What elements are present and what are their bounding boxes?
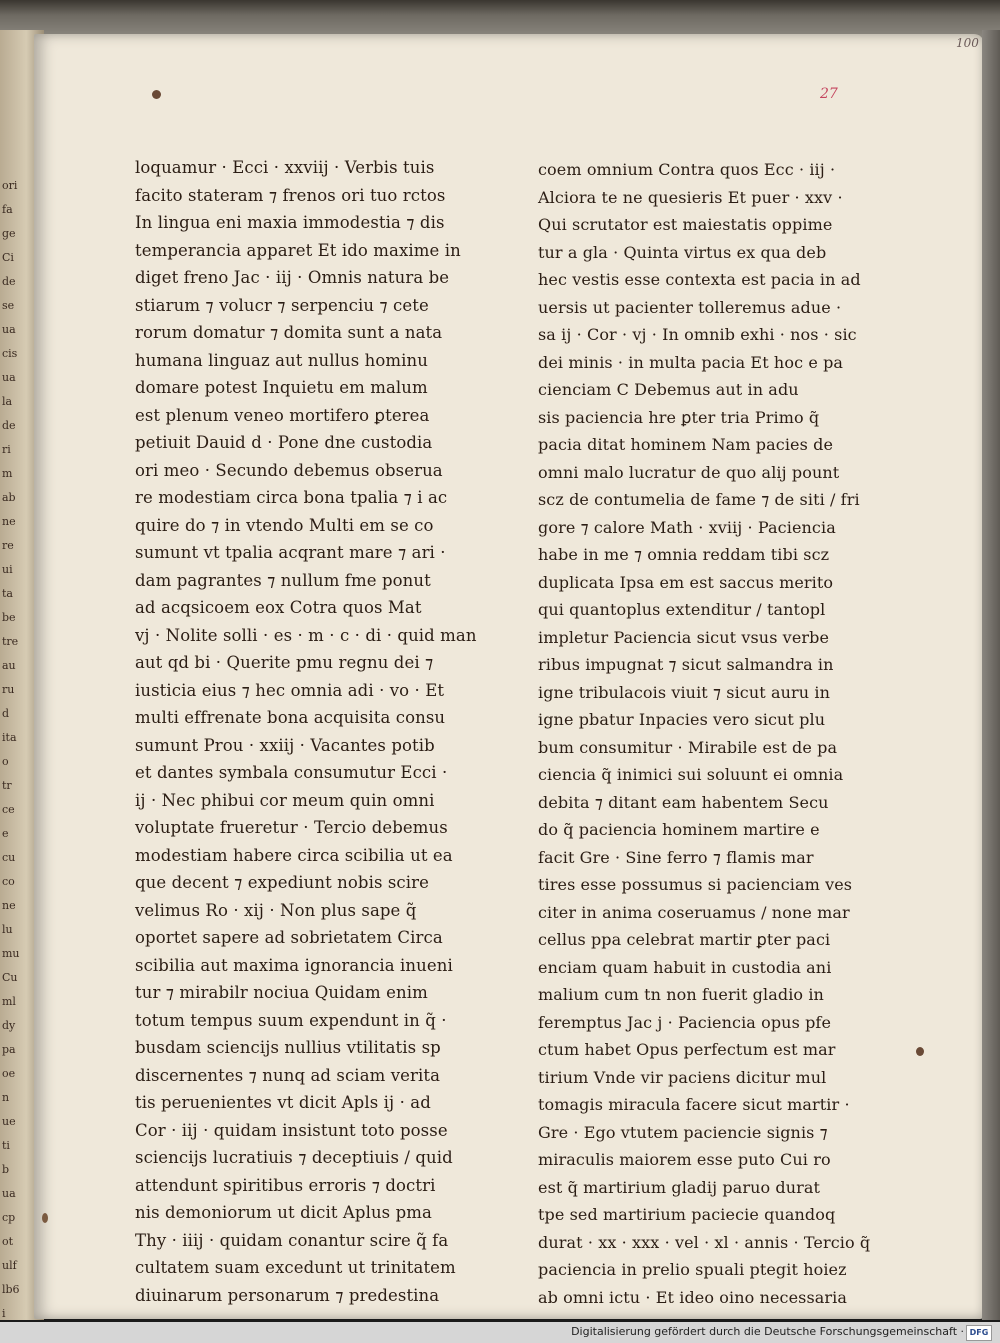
left-page-fragment: au <box>2 659 16 672</box>
text-line: re modestiam circa bona tpalia ⁊ i ac <box>135 488 448 507</box>
left-page-fragment: lu <box>2 923 13 936</box>
folio-number: 27 <box>820 86 838 102</box>
text-line: omni malo lucratur de quo alij pount <box>538 462 840 482</box>
text-line: tpe sed martirium paciecie quandoq <box>538 1205 836 1224</box>
text-line: ad acqsicoem eox Cotra quos Mat <box>135 598 422 617</box>
text-line: gore ⁊ calore Math · xviij · Paciencia <box>538 517 836 537</box>
text-line: iusticia eius ⁊ hec omnia adi · vo · Et <box>135 680 445 700</box>
text-line: Alciora te ne quesieris Et puer · xxv · <box>538 187 843 207</box>
left-page-fragment: ge <box>2 227 16 240</box>
text-line: humana linguaz aut nullus hominu <box>135 350 429 370</box>
text-line: loquamur · Ecci · xxviij · Verbis tuis <box>135 158 435 177</box>
left-page-fragment: ce <box>2 803 15 816</box>
text-line: tur a gla · Quinta virtus ex qua deb <box>538 242 827 262</box>
left-page-fragment: ml <box>2 995 16 1008</box>
text-line: domare potest Inquietu em malum <box>135 378 428 397</box>
left-page-fragment: dy <box>2 1019 16 1032</box>
text-line: cienciam C Debemus aut in adu <box>538 380 799 399</box>
text-line: bum consumitur · Mirabile est de pa <box>538 737 838 757</box>
left-page-fragment: Ci <box>2 251 14 264</box>
text-line: debita ⁊ ditant eam habentem Secu <box>538 792 829 812</box>
text-line: sciencijs lucratiuis ⁊ deceptiuis / quid <box>135 1148 453 1167</box>
text-line: totum tempus suum expendunt in q̃ · <box>135 1010 447 1030</box>
text-line: impletur Paciencia sicut vsus verbe <box>538 627 830 647</box>
text-line: dam pagrantes ⁊ nullum fme ponut <box>135 570 431 590</box>
text-line: facit Gre · Sine ferro ⁊ flamis mar <box>538 847 814 867</box>
text-line: Qui scrutator est maiestatis oppime <box>538 215 833 234</box>
page-ink-number: 100 <box>956 36 979 50</box>
ink-spot <box>916 1047 924 1056</box>
text-line: attendunt spiritibus erroris ⁊ doctri <box>135 1175 436 1195</box>
left-page-fragment: ulf <box>2 1259 17 1272</box>
text-line: scz de contumelia de fame ⁊ de siti / fri <box>538 490 860 509</box>
left-page-fragment: fa <box>2 203 13 216</box>
text-line: durat · xx · xxx · vel · xl · annis · Tercio q̃ <box>538 1232 871 1252</box>
text-line: sis paciencia hre ꝑter tria Primo q̃ <box>538 407 820 427</box>
footer-bar <box>0 1322 1000 1343</box>
text-line: tirium Vnde vir paciens dicitur mul <box>538 1067 827 1087</box>
text-line: coem omnium Contra quos Ecc · iij · <box>538 160 836 179</box>
left-page-fragment: n <box>2 1091 10 1104</box>
left-page-fragment: pa <box>2 1043 16 1056</box>
text-line: uersis ut pacienter tolleremus adue · <box>538 297 842 317</box>
left-page-fragment: d <box>2 707 10 720</box>
text-line: est plenum veneo mortifero ꝑterea <box>135 405 430 425</box>
text-line: diget freno Jac · iij · Omnis natura be <box>135 268 450 287</box>
left-page-fragment: e <box>2 827 9 840</box>
text-line: diuinarum personarum ⁊ predestina <box>135 1285 440 1305</box>
text-line: quire do ⁊ in vtendo Multi em se co <box>135 515 434 535</box>
text-line: sumunt vt tpalia acqrant mare ⁊ ari · <box>135 543 446 562</box>
left-page-fragment: tr <box>2 779 12 792</box>
text-line: stiarum ⁊ volucr ⁊ serpenciu ⁊ cete <box>135 295 429 315</box>
text-line: Cor · iij · quidam insistunt toto posse <box>135 1120 448 1140</box>
text-line: paciencia in prelio spuali ptegit hoiez <box>538 1260 847 1279</box>
text-line: que decent ⁊ expediunt nobis scire <box>135 873 429 892</box>
text-line: ab omni ictu · Et ideo oino necessaria <box>538 1287 848 1307</box>
book-top-edge <box>0 0 1000 38</box>
left-page-fragment: ti <box>2 1139 10 1152</box>
left-page-fragment: ui <box>2 563 13 576</box>
left-page-fragment: ot <box>2 1235 14 1248</box>
left-page-fragment: de <box>2 275 16 288</box>
text-line: sumunt Prou · xxiij · Vacantes potib <box>135 735 435 755</box>
text-line: busdam sciencijs nullius vtilitatis sp <box>135 1038 441 1057</box>
text-line: facito stateram ⁊ frenos ori tuo rctos <box>135 185 446 205</box>
text-line: multi effrenate bona acquisita consu <box>135 708 446 727</box>
text-line: pacia ditat hominem Nam pacies de <box>538 435 834 454</box>
left-page-fragment: cu <box>2 851 16 864</box>
left-page-fragment: ua <box>2 371 16 384</box>
left-page-fragment: b <box>2 1163 10 1176</box>
text-line: est q̃ martirium gladij paruo durat <box>538 1177 821 1197</box>
right-text-column <box>538 156 871 1311</box>
text-line: petiuit Dauid d · Pone dne custodia <box>135 433 433 452</box>
text-line: feremptus Jac j · Paciencia opus pfe <box>538 1012 832 1032</box>
left-page-fragment: lb6 <box>2 1283 20 1296</box>
left-page-fragment: oe <box>2 1067 16 1080</box>
text-line: ij · Nec phibui cor meum quin omni <box>135 790 435 810</box>
text-line: Gre · Ego vtutem paciencie signis ⁊ <box>538 1122 828 1142</box>
text-line: rorum domatur ⁊ domita sunt a nata <box>135 323 443 342</box>
text-line: habe in me ⁊ omnia reddam tibi scz <box>538 545 830 564</box>
text-line: enciam quam habuit in custodia ani <box>538 957 832 977</box>
left-page-fragment: co <box>2 875 15 888</box>
text-line: tires esse possumus si pacienciam ves <box>538 875 853 894</box>
left-page-fragment: se <box>2 299 15 312</box>
left-text-column <box>135 154 477 1309</box>
text-line: oportet sapere ad sobrietatem Circa <box>135 928 443 947</box>
ink-spot <box>42 1213 48 1223</box>
text-line: ciencia q̃ inimici sui soluunt ei omnia <box>538 765 844 784</box>
text-line: sa ij · Cor · vj · In omnib exhi · nos · sic <box>538 325 857 344</box>
book-right-edge <box>982 30 1000 1320</box>
text-line: modestiam habere circa scibilia ut ea <box>135 845 453 865</box>
left-page-fragment: ru <box>2 683 15 696</box>
left-page-fragment: ta <box>2 587 13 600</box>
left-page-fragment: Cu <box>2 971 18 984</box>
left-page-fragment: ua <box>2 323 16 336</box>
text-line: do q̃ paciencia hominem martire e <box>538 820 820 839</box>
left-page-fragment: ne <box>2 515 16 528</box>
text-line: In lingua eni maxia immodestia ⁊ dis <box>135 213 445 232</box>
text-line: et dantes symbala consumutur Ecci · <box>135 763 448 782</box>
text-line: cellus ppa celebrat martir ꝑter paci <box>538 930 831 949</box>
text-line: vj · Nolite solli · es · m · c · di · quid man <box>135 625 477 645</box>
text-line: velimus Ro · xij · Non plus sape q̃ <box>135 900 417 920</box>
text-line: qui quantoplus extenditur / tantopl <box>538 600 826 619</box>
text-line: ori meo · Secundo debemus obserua <box>135 460 443 480</box>
left-page-fragment: la <box>2 395 13 408</box>
text-line: Thy · iiij · quidam conantur scire q̃ fa <box>135 1230 449 1250</box>
text-line: citer in anima coseruamus / none mar <box>538 902 850 922</box>
text-line: duplicata Ipsa em est saccus merito <box>538 572 834 592</box>
left-page-fragment: ori <box>2 179 18 192</box>
left-page-fragment: cis <box>2 347 18 360</box>
text-line: temperancia apparet Et ido maxime in <box>135 240 461 260</box>
left-page-fragment: ne <box>2 899 16 912</box>
text-line: nis demoniorum ut dicit Aplus pma <box>135 1203 432 1222</box>
left-page-fragment: m <box>2 467 13 480</box>
text-line: igne pbatur Inpacies vero sicut plu <box>538 710 826 729</box>
left-page-fragment: ua <box>2 1187 16 1200</box>
text-line: scibilia aut maxima ignorancia inueni <box>135 955 453 975</box>
left-page-fragment: ri <box>2 443 11 456</box>
left-page-fragment: ue <box>2 1115 16 1128</box>
left-page-fragment: be <box>2 611 16 624</box>
left-page-fragment: tre <box>2 635 19 648</box>
text-line: miraculis maiorem esse puto Cui ro <box>538 1150 831 1169</box>
left-page-fragment: ab <box>2 491 16 504</box>
text-line: tur ⁊ mirabilr nociua Quidam enim <box>135 983 428 1002</box>
text-line: hec vestis esse contexta est pacia in ad <box>538 270 861 289</box>
text-line: igne tribulacois viuit ⁊ sicut auru in <box>538 682 830 702</box>
text-line: ctum habet Opus perfectum est mar <box>538 1040 836 1059</box>
left-page-fragment: cp <box>2 1211 16 1224</box>
text-line: voluptate frueretur · Tercio debemus <box>135 818 448 837</box>
left-page-fragment: ita <box>2 731 17 744</box>
text-line: dei minis · in multa pacia Et hoc e pa <box>538 352 844 372</box>
left-page-fragment: re <box>2 539 14 552</box>
left-page-fragment: o <box>2 755 9 768</box>
text-line: tis peruenientes vt dicit Apls ij · ad <box>135 1093 431 1112</box>
text-line: discernentes ⁊ nunq ad sciam verita <box>135 1065 441 1085</box>
text-line: ribus impugnat ⁊ sicut salmandra in <box>538 655 834 674</box>
footer-credit: Digitalisierung gefördert durch die Deutsche Forschungsgemeinschaft · <box>571 1325 964 1338</box>
text-line: tomagis miracula facere sicut martir · <box>538 1095 850 1114</box>
dfg-logo: DFG <box>966 1325 992 1341</box>
text-line: cultatem suam excedunt ut trinitatem <box>135 1258 456 1277</box>
text-line: aut qd bi · Querite pmu regnu dei ⁊ <box>135 653 434 672</box>
left-page-fragment: mu <box>2 947 20 960</box>
text-line: malium cum tn non fuerit gladio in <box>538 985 824 1004</box>
left-page-fragment: i <box>2 1307 6 1320</box>
left-page-fragment: de <box>2 419 16 432</box>
ink-spot <box>152 90 161 99</box>
